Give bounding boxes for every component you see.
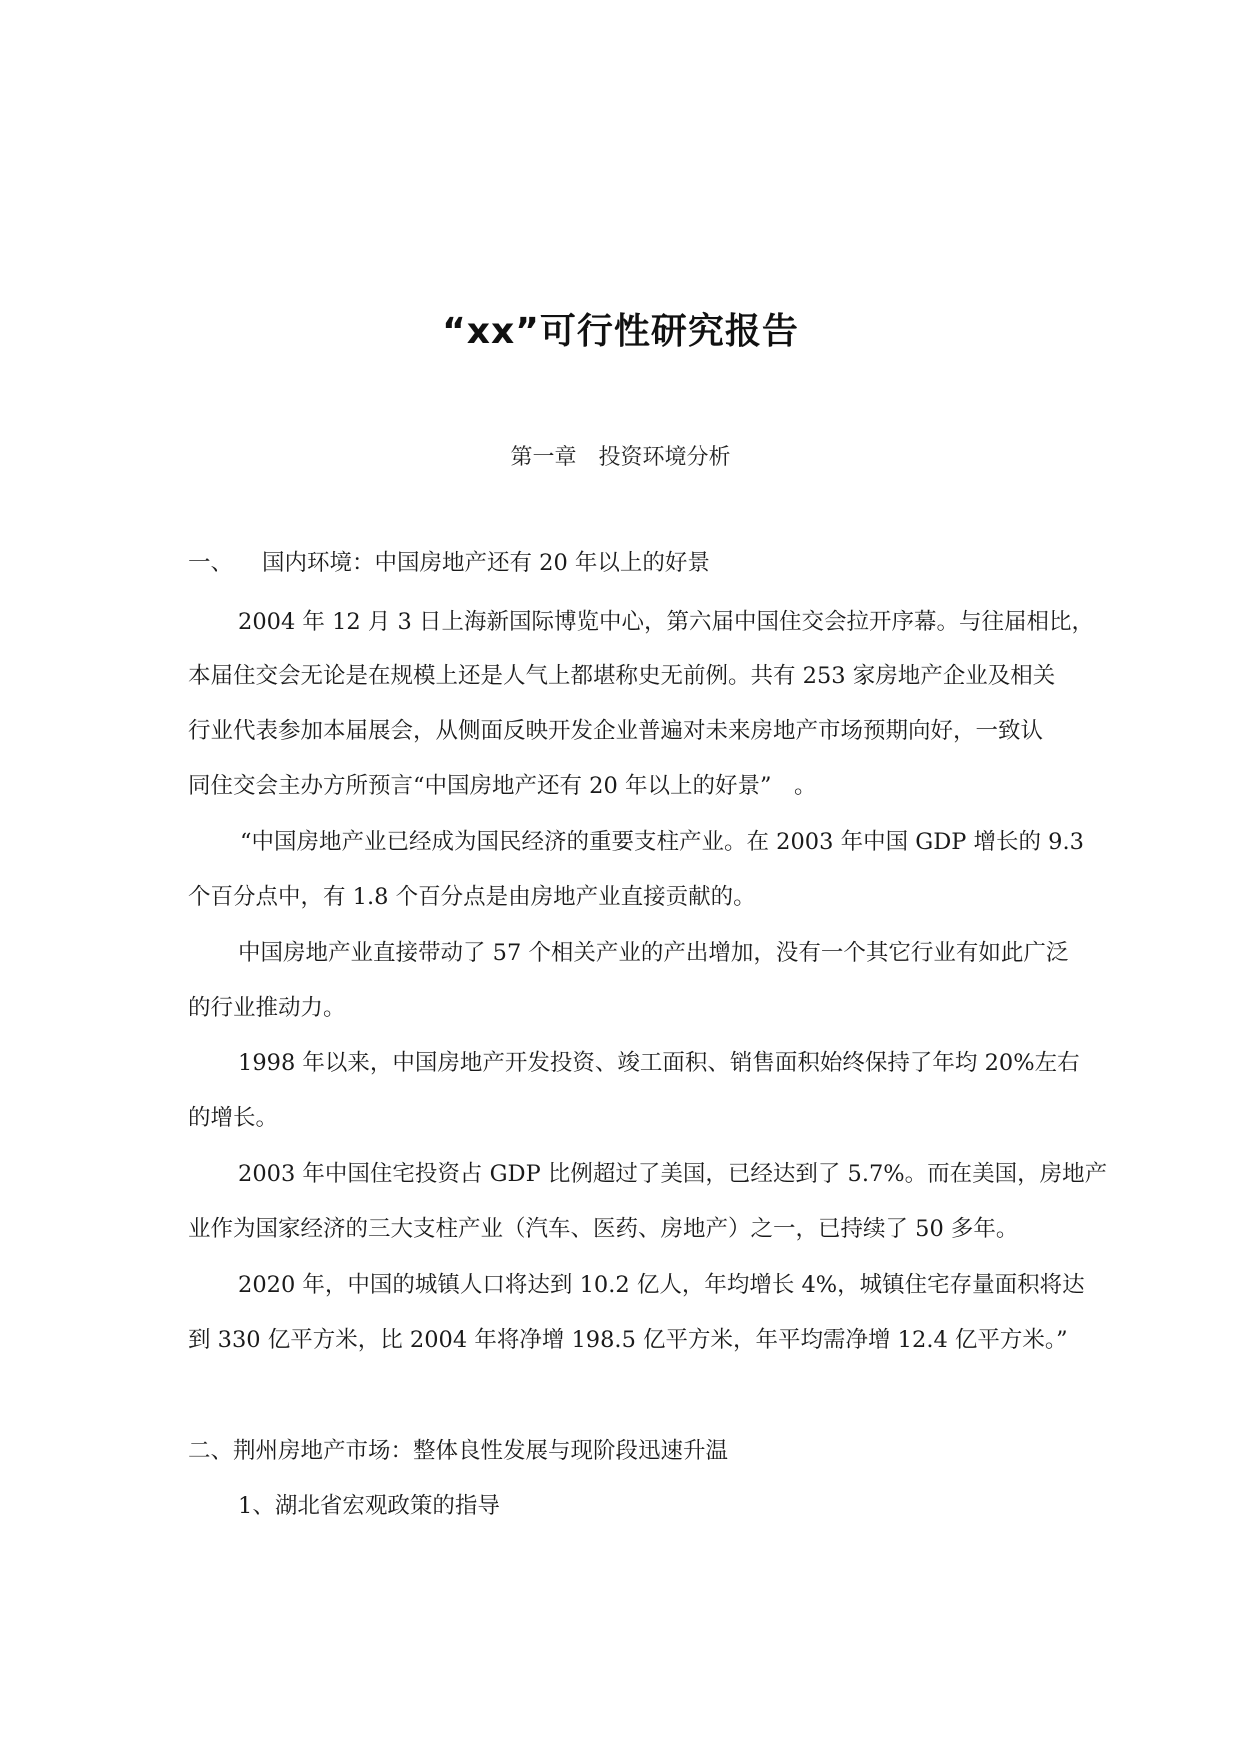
paragraph-line: 本届住交会无论是在规模上还是人气上都堪称史无前例。共有 253 家房地产企业及相关 xyxy=(188,663,1056,689)
paragraph-line: “中国房地产业已经成为国民经济的重要支柱产业。在 2003 年中国 GDP 增长的 9.3 xyxy=(240,829,1084,855)
paragraph-line: 2003 年中国住宅投资占 GDP 比例超过了美国，已经达到了 5.7%。而在美国，房地产 xyxy=(238,1161,1108,1187)
paragraph-line: 1998 年以来，中国房地产开发投资、竣工面积、销售面积始终保持了年均 20%左右 xyxy=(238,1050,1080,1076)
paragraph-line: 个百分点中，有 1.8 个百分点是由房地产业直接贡献的。 xyxy=(188,884,756,910)
chapter-heading: 第一章 投资环境分析 xyxy=(510,445,731,470)
paragraph-line: 同住交会主办方所预言“中国房地产还有 20 年以上的好景” 。 xyxy=(188,773,817,799)
paragraph-line: 行业代表参加本届展会，从侧面反映开发企业普遍对未来房地产市场预期向好，一致认 xyxy=(188,718,1044,744)
paragraph-line: 中国房地产业直接带动了 57 个相关产业的产出增加，没有一个其它行业有如此广泛 xyxy=(238,940,1069,966)
section-2-heading: 二、荆州房地产市场：整体良性发展与现阶段迅速升温 xyxy=(188,1438,729,1464)
paragraph-line: 2020 年，中国的城镇人口将达到 10.2 亿人，年均增长 4%，城镇住宅存量面积将达 xyxy=(238,1272,1085,1298)
paragraph-line: 的行业推动力。 xyxy=(188,995,346,1021)
paragraph-line: 的增长。 xyxy=(188,1105,279,1131)
section-1-heading: 国内环境：中国房地产还有 20 年以上的好景 xyxy=(262,550,710,576)
subsection-1-heading: 1、湖北省宏观政策的指导 xyxy=(238,1493,500,1519)
paragraph-line: 业作为国家经济的三大支柱产业（汽车、医药、房地产）之一，已持续了 50 多年。 xyxy=(188,1216,1019,1242)
paragraph-line: 2004 年 12 月 3 日上海新国际博览中心，第六届中国住交会拉开序幕。与往届相比， xyxy=(238,609,1094,635)
paragraph-line: 到 330 亿平方米，比 2004 年将净增 198.5 亿平方米，年平均需净增 12.4 亿平方米。” xyxy=(188,1327,1068,1353)
document-title: “xx”可行性研究报告 xyxy=(442,311,799,352)
section-1-number: 一、 xyxy=(188,550,234,576)
